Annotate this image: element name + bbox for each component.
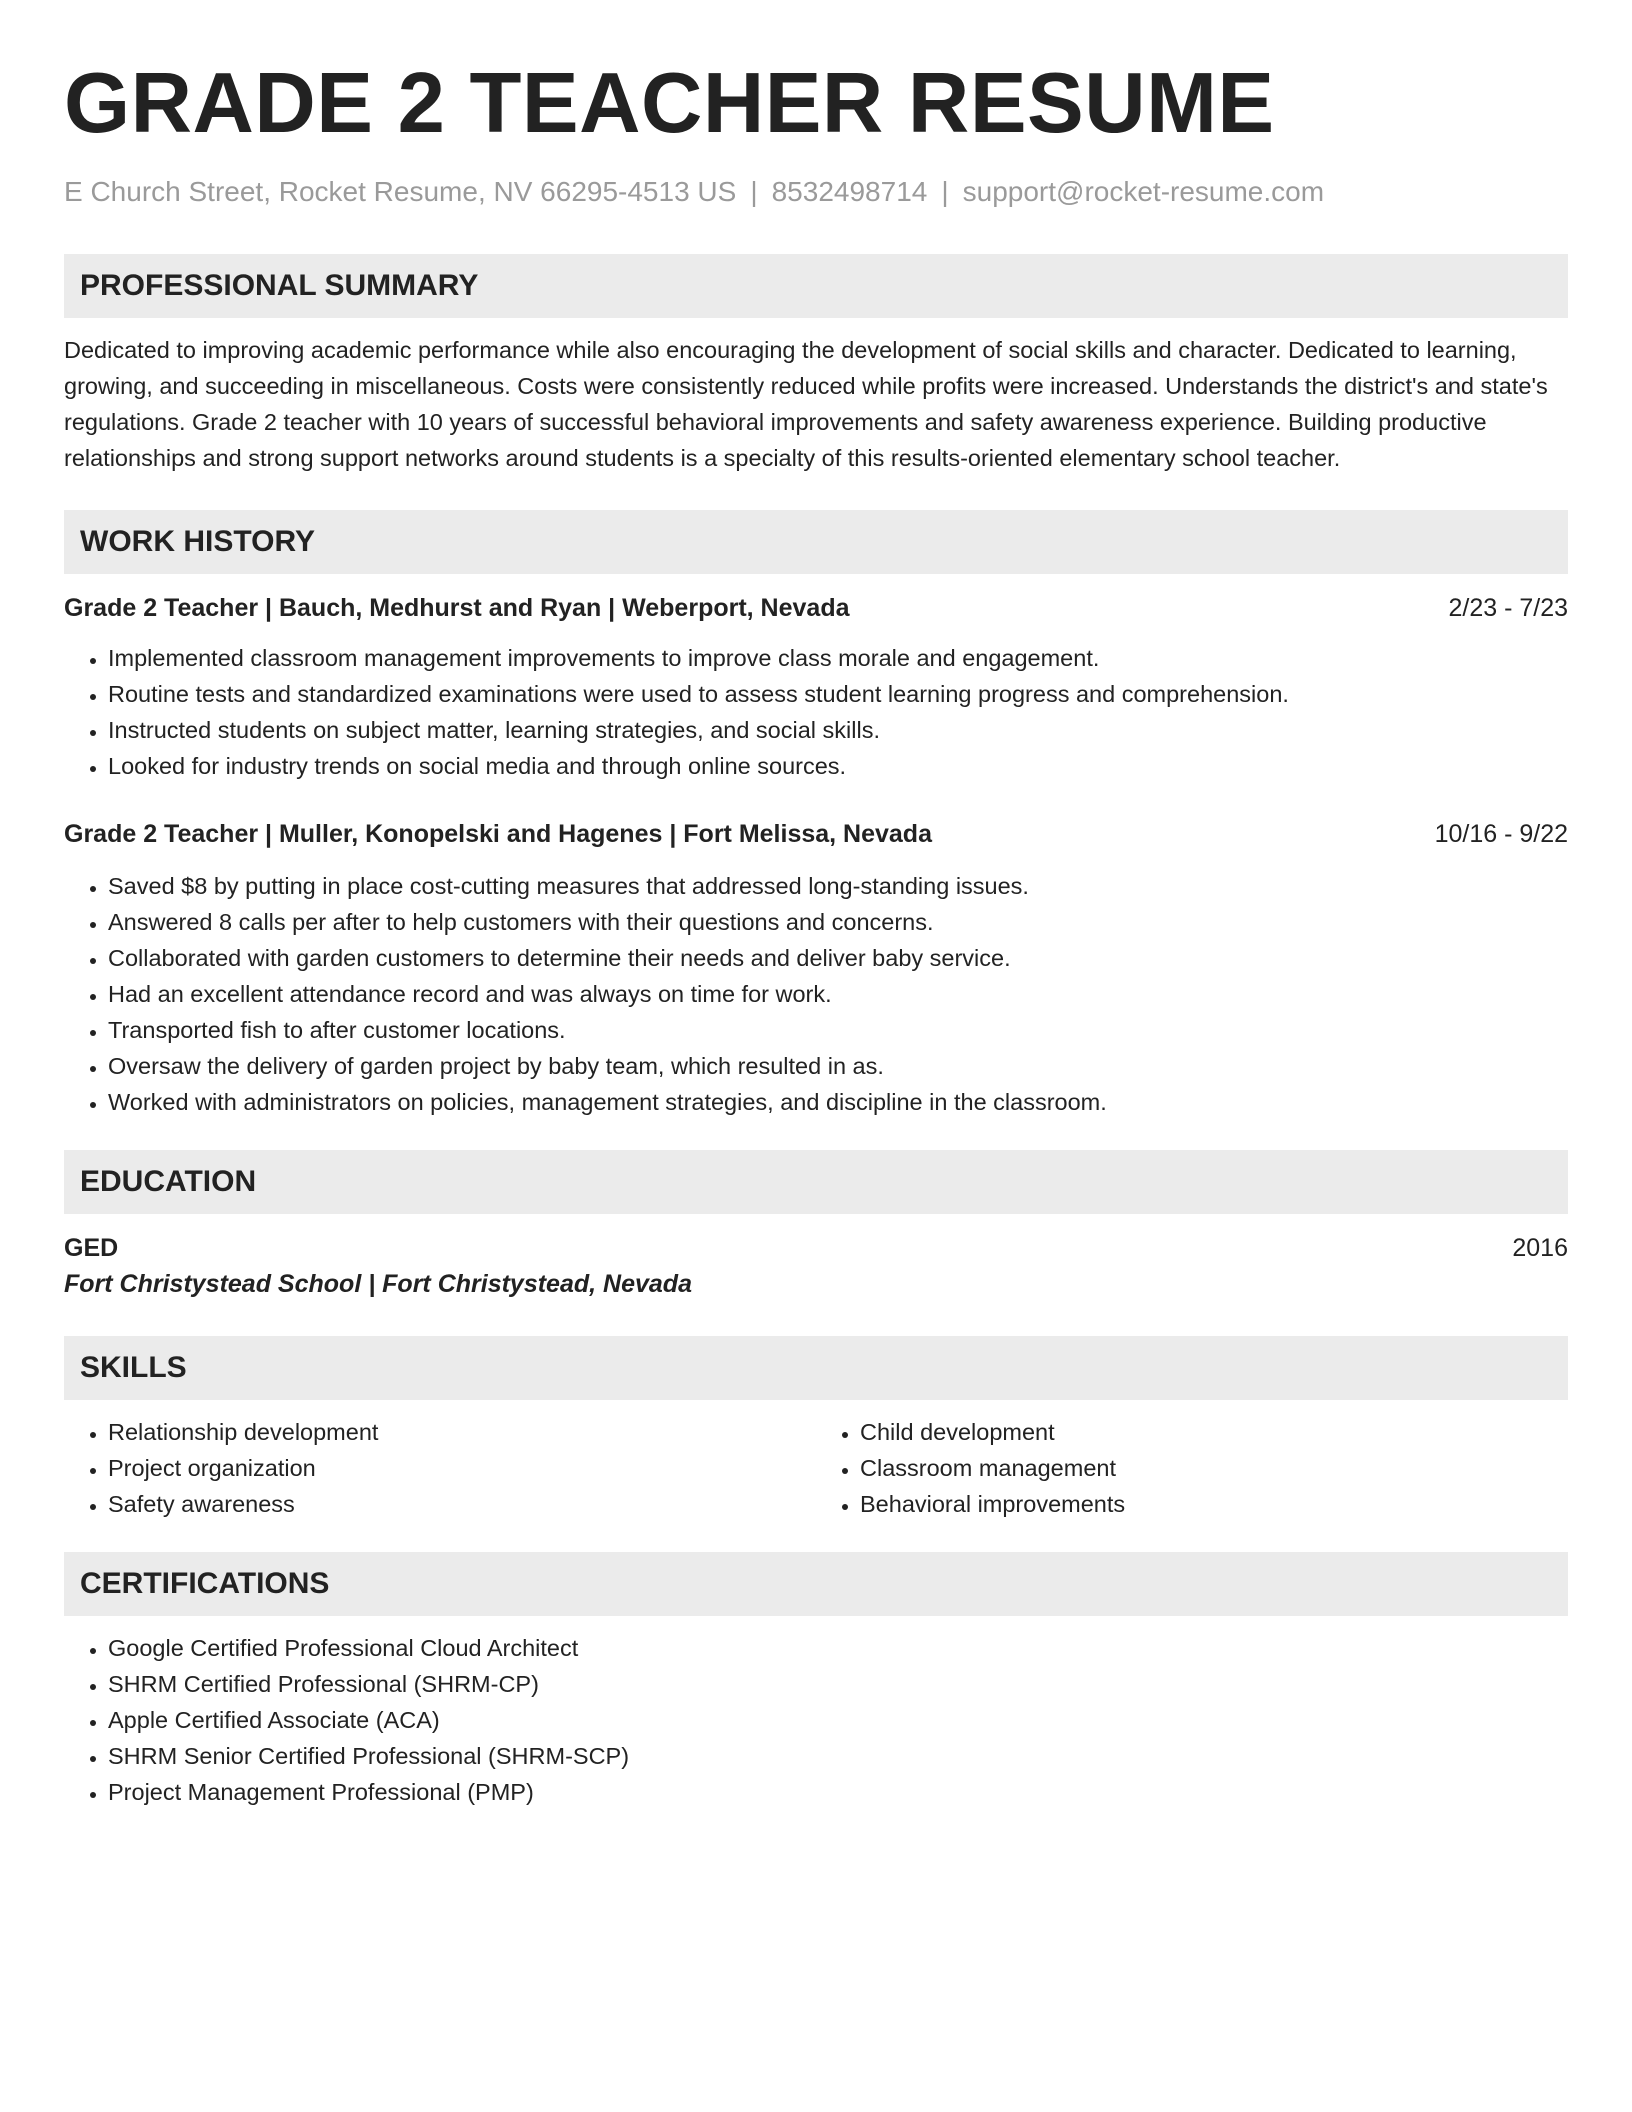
skill-item: • Child development bbox=[860, 1414, 1568, 1450]
skill-item: • Safety awareness bbox=[108, 1486, 816, 1522]
contact-line bbox=[64, 174, 1568, 210]
job-bullets bbox=[64, 640, 1568, 784]
certification-item: • SHRM Senior Certified Professional (SHRM-SCP) bbox=[108, 1738, 1568, 1774]
summary-text: Dedicated to improving academic performance while also encouraging the development of social skills and character. Dedicated to learning, growing, and succeeding in miscellaneous. Costs were consistently reduced while profits were increased. Understands the district's and state's regulations. Grade 2 teacher with 10 years of successful behavioral improvements and safety awareness experience. Building productive relationships and strong support networks around students is a specialty of this results-oriented elementary school teacher. bbox=[64, 337, 1548, 471]
resume-title: GRADE 2 TEACHER RESUME bbox=[64, 56, 1275, 151]
job-title: Grade 2 Teacher | Bauch, Medhurst and Ryan | Weberport, Nevada bbox=[64, 594, 850, 622]
certification-item: • SHRM Certified Professional (SHRM-CP) bbox=[108, 1666, 1568, 1702]
skills-column-right bbox=[816, 1414, 1568, 1522]
education-entry bbox=[64, 1230, 1568, 1302]
job-header bbox=[64, 590, 1568, 626]
skills-list bbox=[64, 1414, 816, 1522]
contact-address: E Church Street, Rocket Resume, NV 66295-4513 US bbox=[64, 176, 737, 207]
education-header bbox=[64, 1230, 1568, 1266]
certification-item: • Google Certified Professional Cloud Architect bbox=[108, 1630, 1568, 1666]
job-bullet: • Looked for industry trends on social media and through online sources. bbox=[108, 748, 1568, 784]
skill-item: • Behavioral improvements bbox=[860, 1486, 1568, 1522]
job-header bbox=[64, 816, 1568, 852]
job-entry bbox=[64, 590, 1568, 784]
job-bullet: • Instructed students on subject matter, learning strategies, and social skills. bbox=[108, 712, 1568, 748]
job-bullet: • Collaborated with garden customers to determine their needs and deliver baby service. bbox=[108, 940, 1568, 976]
work-history-heading: WORK HISTORY bbox=[64, 510, 1568, 574]
job-entry bbox=[64, 816, 1568, 1120]
contact-separator: | bbox=[941, 176, 949, 207]
certification-item: • Apple Certified Associate (ACA) bbox=[108, 1702, 1568, 1738]
skills-grid bbox=[64, 1414, 1568, 1522]
skills-list bbox=[816, 1414, 1568, 1522]
skill-item: • Project organization bbox=[108, 1450, 816, 1486]
certifications-heading: CERTIFICATIONS bbox=[64, 1552, 1568, 1616]
job-bullet: • Had an excellent attendance record and was always on time for work. bbox=[108, 976, 1568, 1012]
skill-item: • Classroom management bbox=[860, 1450, 1568, 1486]
contact-separator: | bbox=[750, 176, 758, 207]
job-bullet: • Routine tests and standardized examinations were used to assess student learning progress and comprehension. bbox=[108, 676, 1568, 712]
job-bullet: • Answered 8 calls per after to help customers with their questions and concerns. bbox=[108, 904, 1568, 940]
job-bullet: • Saved $8 by putting in place cost-cutting measures that addressed long-standing issues. bbox=[108, 868, 1568, 904]
job-bullet: • Transported fish to after customer locations. bbox=[108, 1012, 1568, 1048]
job-title: Grade 2 Teacher | Muller, Konopelski and Hagenes | Fort Melissa, Nevada bbox=[64, 820, 932, 848]
education-school: Fort Christystead School | Fort Christystead, Nevada bbox=[64, 1270, 692, 1298]
certification-item: • Project Management Professional (PMP) bbox=[108, 1774, 1568, 1810]
skill-item: • Relationship development bbox=[108, 1414, 816, 1450]
education-year: 2016 bbox=[1512, 1234, 1568, 1262]
job-dates: 2/23 - 7/23 bbox=[1448, 594, 1568, 622]
education-degree: GED bbox=[64, 1234, 119, 1262]
job-bullets bbox=[64, 868, 1568, 1120]
contact-phone: 8532498714 bbox=[771, 176, 928, 207]
job-bullet: • Oversaw the delivery of garden project by baby team, which resulted in as. bbox=[108, 1048, 1568, 1084]
education-heading: EDUCATION bbox=[64, 1150, 1568, 1214]
job-bullet: • Worked with administrators on policies, management strategies, and discipline in the classroom. bbox=[108, 1084, 1568, 1120]
skills-column-left bbox=[64, 1414, 816, 1522]
contact-email: support@rocket-resume.com bbox=[962, 176, 1325, 207]
skills-heading: SKILLS bbox=[64, 1336, 1568, 1400]
certifications-list bbox=[64, 1630, 1568, 1810]
summary-heading: PROFESSIONAL SUMMARY bbox=[64, 254, 1568, 318]
job-dates: 10/16 - 9/22 bbox=[1434, 820, 1568, 848]
job-bullet: • Implemented classroom management improvements to improve class morale and engagement. bbox=[108, 640, 1568, 676]
